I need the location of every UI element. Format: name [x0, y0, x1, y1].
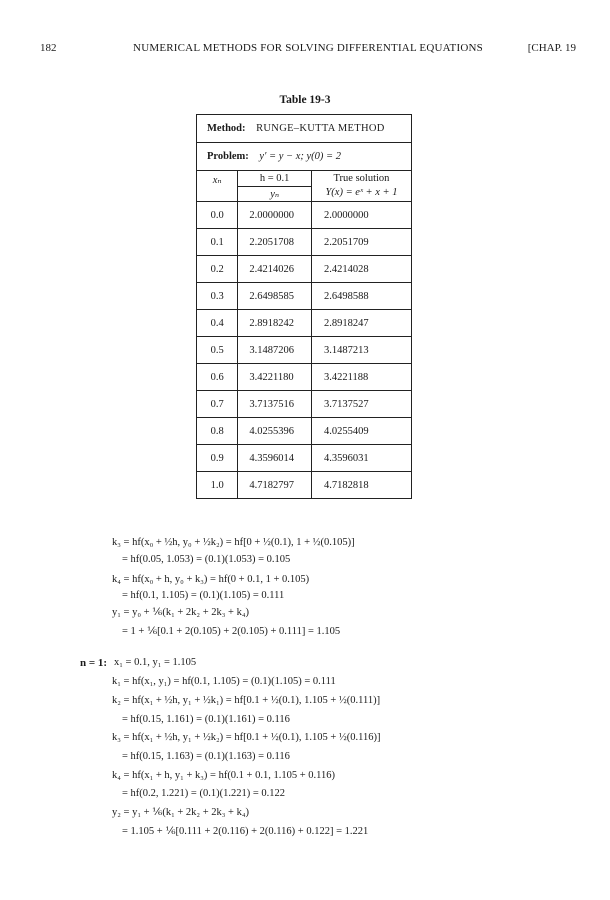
cell-x: 0.0 [197, 202, 238, 229]
cell-true-solution: 4.0255409 [311, 418, 411, 445]
cell-x: 0.9 [197, 445, 238, 472]
cell-y: 4.7182797 [238, 472, 312, 499]
column-header-true-solution [311, 171, 411, 202]
table-row [197, 256, 412, 283]
running-title: NUMERICAL METHODS FOR SOLVING DIFFERENTIAL EQUATIONS [133, 42, 483, 54]
cell-true-solution: 2.8918247 [311, 310, 411, 337]
work-line: k₁ = hf(x₁, y₁) = hf(0.1, 1.105) = (0.1)(1.105) = 0.111 [112, 676, 336, 687]
cell-x: 0.6 [197, 364, 238, 391]
cell-x: 0.1 [197, 229, 238, 256]
cell-y: 3.4221180 [238, 364, 312, 391]
runge-kutta-table [196, 114, 412, 499]
cell-y: 3.7137516 [238, 391, 312, 418]
cell-true-solution: 2.2051709 [311, 229, 411, 256]
table-row [197, 364, 412, 391]
cell-true-solution: 4.3596031 [311, 445, 411, 472]
cell-y: 4.0255396 [238, 418, 312, 445]
page-header [40, 42, 576, 58]
column-header-step: h = 0.1 [238, 171, 312, 187]
table-row [197, 418, 412, 445]
table-caption: Table 19-3 [279, 94, 331, 106]
cell-x: 0.4 [197, 310, 238, 337]
column-header-x: xₙ [197, 171, 238, 202]
work-line: k₂ = hf(x₁ + ½h, y₁ + ½k₁) = hf[0.1 + ½(0.1), 1.105 + ½(0.111)] [112, 695, 381, 706]
step-label: n = 1: [80, 657, 108, 669]
cell-x: 0.2 [197, 256, 238, 283]
cell-y: 2.8918242 [238, 310, 312, 337]
cell-true-solution: 2.0000000 [311, 202, 411, 229]
cell-y: 2.6498585 [238, 283, 312, 310]
method-row [197, 115, 412, 143]
cell-y: 2.4214026 [238, 256, 312, 283]
table-row [197, 391, 412, 418]
table-row [197, 202, 412, 229]
problem-value: y′ = y − x; y(0) = 2 [259, 151, 341, 162]
cell-true-solution: 2.4214028 [311, 256, 411, 283]
true-solution-formula: Y(x) = eˣ + x + 1 [325, 187, 398, 198]
cell-true-solution: 3.4221188 [311, 364, 411, 391]
cell-x: 1.0 [197, 472, 238, 499]
cell-x: 0.8 [197, 418, 238, 445]
cell-y: 2.2051708 [238, 229, 312, 256]
table-body [197, 202, 412, 499]
page-number: 182 [40, 42, 57, 54]
chapter-label: [CHAP. 19 [527, 42, 576, 54]
cell-x: 0.5 [197, 337, 238, 364]
work-line: y₂ = y₁ + ⅙(k₁ + 2k₂ + 2k₃ + k₄) [112, 807, 249, 818]
work-line: k₄ = hf(x₁ + h, y₁ + k₃) = hf(0.1 + 0.1, 1.105 + 0.116) [112, 770, 336, 781]
work-line: = hf(0.2, 1.221) = (0.1)(1.221) = 0.122 [122, 788, 285, 799]
cell-x: 0.7 [197, 391, 238, 418]
cell-true-solution: 2.6498588 [311, 283, 411, 310]
table-row [197, 229, 412, 256]
table-row [197, 472, 412, 499]
problem-row [197, 143, 412, 171]
column-header-y: yₙ [238, 187, 312, 202]
cell-y: 3.1487206 [238, 337, 312, 364]
work-line: = 1 + ⅙[0.1 + 2(0.105) + 2(0.105) + 0.111] = 1.105 [122, 626, 341, 637]
work-line: = hf(0.1, 1.105) = (0.1)(1.105) = 0.111 [122, 590, 285, 601]
work-line: = 1.105 + ⅙[0.111 + 2(0.116) + 2(0.116) + 0.122] = 1.221 [122, 826, 369, 837]
work-line: k₃ = hf(x₀ + ½h, y₀ + ½k₂) = hf[0 + ½(0.1), 1 + ½(0.105)] [112, 537, 355, 548]
true-solution-label: True solution [333, 173, 390, 184]
work-line: = hf(0.15, 1.161) = (0.1)(1.161) = 0.116 [122, 714, 290, 725]
cell-true-solution: 3.1487213 [311, 337, 411, 364]
work-line: k₄ = hf(x₀ + h, y₀ + k₃) = hf(0 + 0.1, 1 + 0.105) [112, 574, 310, 585]
work-line: x₁ = 0.1, y₁ = 1.105 [114, 657, 197, 668]
cell-y: 4.3596014 [238, 445, 312, 472]
work-line: y₁ = y₀ + ⅙(k₁ + 2k₂ + 2k₃ + k₄) [112, 607, 249, 618]
problem-label: Problem: [207, 151, 249, 162]
method-label: Method: [207, 123, 246, 134]
cell-true-solution: 3.7137527 [311, 391, 411, 418]
table-row [197, 310, 412, 337]
work-line: = hf(0.05, 1.053) = (0.1)(1.053) = 0.105 [122, 554, 291, 565]
table-row [197, 283, 412, 310]
work-line: k₃ = hf(x₁ + ½h, y₁ + ½k₂) = hf[0.1 + ½(0.1), 1.105 + ½(0.116)] [112, 732, 381, 743]
table-row [197, 337, 412, 364]
method-value: RUNGE–KUTTA METHOD [256, 123, 385, 134]
cell-x: 0.3 [197, 283, 238, 310]
cell-true-solution: 4.7182818 [311, 472, 411, 499]
table-row [197, 445, 412, 472]
cell-y: 2.0000000 [238, 202, 312, 229]
work-line: = hf(0.15, 1.163) = (0.1)(1.163) = 0.116 [122, 751, 290, 762]
